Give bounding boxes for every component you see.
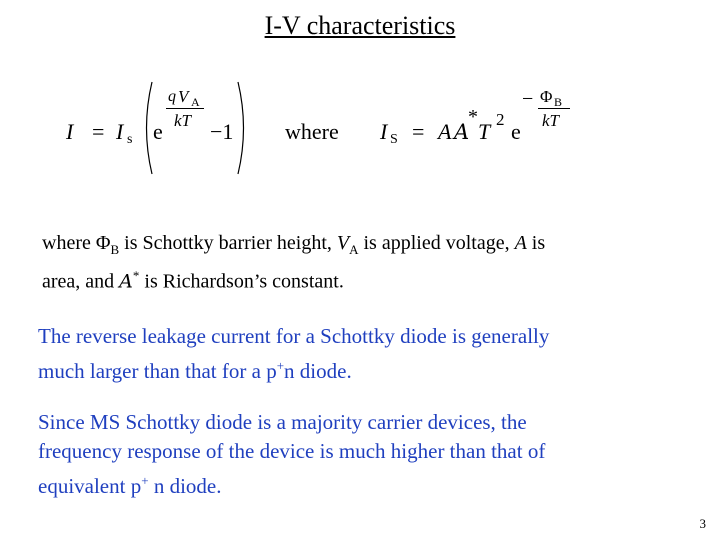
exponent-fraction-line [166,108,204,109]
richardson-star: * [468,106,478,128]
where-word: where [285,119,339,144]
exponent-numerator-subscript: A [191,95,200,109]
exponent-denominator: kT [174,111,191,130]
frequency-paragraph: Since MS Schottky diode is a majority carrier devices, the frequency response of the device is much higher than that of equivalent p+ n diode. [38,410,546,498]
saturation-current-symbol-2: I [380,119,388,144]
exponent-numerator-v: V [178,87,189,106]
slide-title: I-V characteristics [264,11,456,40]
variable-definitions [42,230,692,295]
page-number: 3 [699,516,706,531]
exponential-e-2: e [511,119,521,144]
exponent-denominator-2: kT [542,111,559,130]
minus-one: −1 [210,119,234,144]
richardson-constant-symbol: A [454,120,470,144]
saturation-current-symbol: I [116,119,124,144]
leakage-paragraph: The reverse leakage current for a Schottky diode is generally much larger than that for a p+n diode. [38,324,550,383]
barrier-height-subscript: B [554,95,563,109]
exponent-minus: − [522,88,534,110]
definition-line-2: area, and A* is Richardson’s constant. [42,268,344,293]
saturation-current-subscript-2: S [390,132,398,147]
temperature-symbol: T [478,119,491,144]
area-symbol: A [438,119,452,144]
saturation-current-subscript: s [127,132,133,147]
exponent-fraction-line-2 [538,108,570,109]
exponent-numerator-q: q [168,88,176,105]
phi-symbol: Φ [95,232,111,254]
right-parenthesis [236,80,250,176]
equals-sign-2: = [412,119,425,144]
equals-sign: = [92,119,105,144]
current-symbol: I [66,119,74,144]
definition-line-1: where $\Phi_B$ is Schottky barrier height, $V_A$ is applied voltage, A is [42,232,546,257]
left-parenthesis [140,80,154,176]
temperature-exponent: 2 [496,110,505,129]
exponential-e: e [153,119,163,144]
barrier-height-symbol: Φ [540,87,553,106]
